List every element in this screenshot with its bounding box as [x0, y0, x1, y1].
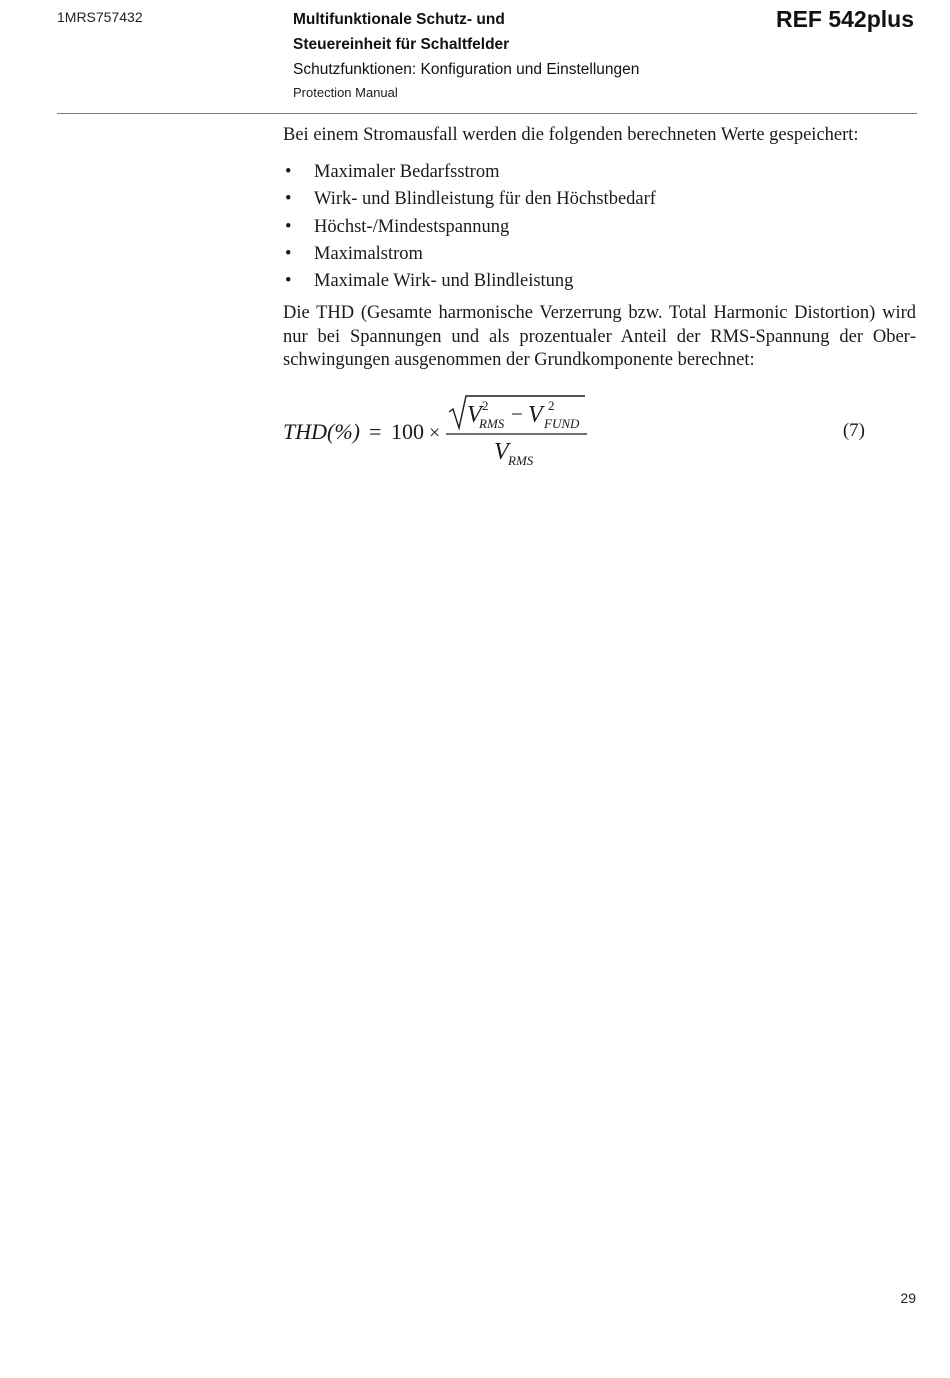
header-subtitle: Schutzfunktionen: Konfiguration und Einstellungen — [293, 61, 640, 78]
document-id: 1MRS757432 — [57, 9, 143, 25]
formula-sub-fund: FUND — [544, 416, 580, 431]
body-content — [283, 124, 916, 373]
list-item-text: Höchst-/Mindestspannung — [314, 216, 510, 237]
header-manual-name: Protection Manual — [293, 85, 398, 100]
list-item-text: Maximale Wirk- und Blindleistung — [314, 271, 574, 292]
header-title-line1: Multifunktionale Schutz- und — [293, 11, 505, 28]
formula-sub-rms: RMS — [479, 416, 505, 431]
thd-paragraph: Die THD (Gesamte harmonische Verzerrung bzw. Total Harmonic Distortion) wird nur bei Spannungen und als prozentualer Anteil der RMS-Spannung der Oberschwingungen ausgenommen der Grundkomponente berechnet: — [283, 303, 916, 371]
formula-exp-rms: 2 — [482, 398, 489, 413]
list-item — [283, 159, 916, 186]
header-divider — [57, 113, 917, 114]
formula-times: × — [429, 422, 441, 444]
formula-sub-denominator: RMS — [508, 453, 534, 468]
formula-equals: = — [369, 419, 382, 444]
formula-v-fund: V — [528, 402, 543, 428]
thd-formula — [283, 392, 603, 472]
formula-factor: 100 — [391, 419, 424, 444]
list-item-text: Wirk- und Blindleistung für den Höchstbedarf — [314, 189, 656, 210]
list-item-text: Maximalstrom — [314, 243, 423, 264]
bullet-icon: • — [285, 162, 292, 182]
header-title-line2: Steuereinheit für Schaltfelder — [293, 36, 510, 53]
formula-v-denominator: V — [494, 439, 509, 465]
formula-minus: − — [511, 402, 523, 426]
bullet-icon: • — [285, 189, 292, 210]
list-item — [283, 186, 916, 213]
bullet-icon: • — [285, 243, 292, 264]
intro-paragraph: Bei einem Stromausfall werden die folgenden berechneten Werte gespeichert: — [283, 125, 859, 145]
list-item-text: Maximaler Bedarfsstrom — [314, 162, 500, 182]
bullet-list — [283, 159, 916, 295]
equation-number: (7) — [842, 420, 865, 441]
list-item — [283, 241, 916, 268]
header-block — [293, 7, 753, 104]
bullet-icon: • — [285, 216, 292, 237]
formula-v-rms: V — [467, 402, 482, 428]
list-item — [283, 268, 916, 295]
formula-lhs: THD(%) — [283, 419, 360, 444]
list-item — [283, 214, 916, 241]
page-number: 29 — [900, 1290, 916, 1306]
thd-equation — [283, 392, 873, 472]
bullet-icon: • — [285, 271, 292, 292]
product-name: REF 542plus — [775, 6, 914, 32]
formula-exp-fund: 2 — [548, 398, 555, 413]
